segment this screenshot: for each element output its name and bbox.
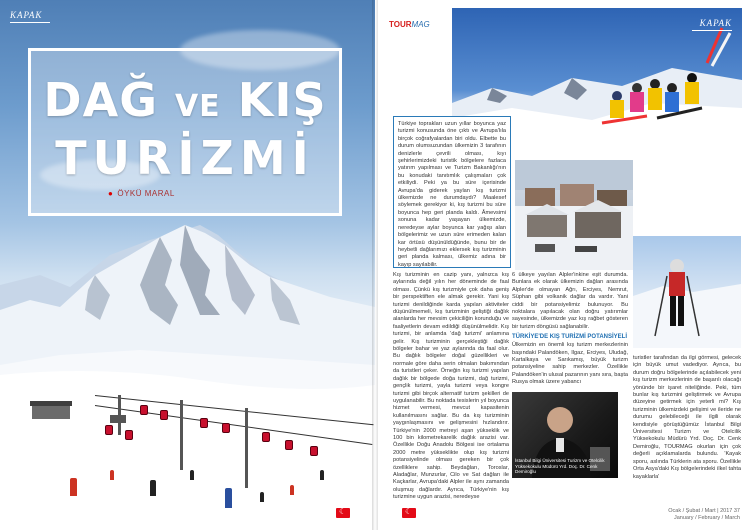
title-word-kis: KIŞ [237,73,327,127]
skier-portrait-illustration [633,236,741,348]
turkish-flag-icon [336,508,350,518]
photo-ski-resort [515,160,633,270]
photo-speaker [512,392,618,478]
turkish-flag-icon [402,508,416,518]
gondola [140,405,148,415]
intro-paragraph: Türkiye toprakları uzun yıllar boyunca yaz turizmi konusunda öne çıktı ve Avrupa'lıla birçok coğrafyalardan biri oldu. Elbette bu durum olumsuzundan ülkemizin 3 tarafının denizlerle çevrili olması, kıyı şehirlerimizdeki turistik bölgelere fazlaca yatırım yapılması ve Turizm Bakanlığı'nın bu konudaki tanıtımlık çalışmaları çok etkiliydi. Peki ya bu süre içerisinde Avrupa'da giderek yaylan kış turizmi ülkemizde ne durumdaydı? Maalesef söylemek gerekiyor ki, kış turizmi bu süre boyunca hep geri planda kaldı. Âmevsimi sonuna kadar yaşayan ülkemizde, neredeyse aylar boyunca kar yağışı alan bölgelerimiz ve uzun süre erimeden kalan kar örtüsü düşünüldüğünde, bunu bir de heybetli dağlarımızı eklersek kış turizminin geri planda kalması, ülkemiz adına bir kayıp sayılabilir. [398,121,506,268]
column-1 [393,272,509,502]
column-2-heading: TÜRKİYE'DE KIŞ TURİZMİ POTANSİYELİ [512,334,627,341]
title-word-dag: DAĞ [43,73,158,127]
column-2 [512,272,628,387]
skier [110,470,114,480]
skier [320,470,324,480]
skier [150,480,156,496]
intro-box [393,116,511,268]
gondola [200,418,208,428]
skier [260,492,264,502]
skier [190,470,194,480]
speaker-caption: İstanbul Bilgi Üniversitesi Turizm ve Otelcilik Yüksekokulu Müdürü Yrd. Doç. Dr. Cenk Demiroğlu [515,458,605,475]
column-1-paragraph: Kış turizminin en cazip yanı, yalnızca kış aylarında değil yılın her döneminde de faal olması. Çünkü kış turizmiyle çok daha geniş bir perspektiften ele almak gerekir. Yani kış turizmi denildiğinde karda yapılan aktiviteler düşünülmemeli, kış turizminin geliştiği dağlık alanlarda her mevsim çekiciliğin korunduğu ve faaliyetlerin devam edildiği düşünülmelidir. Kış turizmi, bir anlamda 'dağ turizmi' anlamına gelir. Kış turizminin gerçekleştiği dağlık bölgeler bahar ve yaz aylarında da faal olur. Bu dağlık bölgeler doğal güzellikleri ve normale göre daha serin olmaları bakımından da turistleri çeker. Örneğin kış turizmi yapılan dağlık bir bölgede doğa turizmi, dağ turizmi, gençlik turizmi, yayla turizmi veya kongre turizmi gibi birçok alternatif turizm şekilleri de uygulanabilir. Bu noktada tesislerin yıl boyunca hizmet vermesi, mevcut kapasitenin kullanılmasını sağlar. Bu da kış turizminin yaygınlaşmasını ve gelişmesini hızlandırır. Türkiye'nin 2000 metreyi aşan yükseklik ve 100 bin kilometrekarelik dağlık arazisi var. Özellikle Doğu Anadolu Bölgesi ise ortalama 2000 metre yükseklikte olup kış turizmi potansiyelinde olması gereken bir çok özelliklere sahip. Beydağları, Toroslar, Aladağlar, Munzurlar, Cilo ve Sat dağları ile Kaçkarlar, Avrupa'daki Alpler ile aynı zamanda oluşmuş dağlardır. Ayrıca, Türkiye'nin kış turizmine uygun arazisi, neredeyse [393,272,509,501]
page-footer-right [668,508,740,522]
gondola [262,432,270,442]
pylon [245,408,248,488]
tourmag-logo [389,20,430,29]
column-3 [633,355,741,481]
pylon [118,395,121,435]
logo-main: TOUR [389,20,412,29]
footer-issue-sub: January / February / March [8,516,69,522]
author-name: ÖYKÜ MARAL [117,189,175,198]
logo-sub: MAG [411,20,430,29]
title-line-2: TURİZMİ [55,131,315,185]
photo-skier-portrait [633,236,741,348]
gondola [105,425,113,435]
ski-resort-illustration [515,160,633,270]
column-2-paragraph: 6 ülkeye yayılan Alpler'inkine eşit durumda. Bunlara ek olarak ülkemizin dağları arasında Alpler'de olmayan Ağrı, Erciyes, Nemrut, Süphan gibi volkanik dağlar da vardır. Yani ciddi bir potansiyelimiz bulunuyor. Bu noktalara yapılacak olan doğru yatırımlar sayesinde, ülkemizde yaz kış rağbet gösteren bir turizm döngüsü sağlanabilir. [512,272,628,330]
gondola [222,423,230,433]
gondola [125,430,133,440]
section-label: KAPAK [699,18,732,28]
skier [70,478,77,496]
pylon [180,400,183,470]
page-footer-left [8,510,86,522]
author-byline [108,189,175,198]
footer-issue: 36 Ocak / Şubat / Mart | 2017 [8,510,87,516]
gondola [285,440,293,450]
section-label: KAPAK [10,10,43,20]
gondola [160,410,168,420]
title-line-1 [31,73,339,127]
skier [225,488,232,508]
page-gutter [372,0,378,530]
title-box [28,48,342,216]
column-2b-paragraph: Ülkemizin en önemli kış turizm merkezlerinin başındaki Palandöken, Ilgaz, Erciyes, Uludağ, Kartalkaya ve Sarıkamış, büyük turizm potansiyeline sahip merkezler. Özellikle Palandöken'in ulusal pazarının yanı sıra, başta Rusya olmak üzere yabancı [512,342,628,386]
skier [290,485,294,495]
footer-issue-sub: January / February / March [673,515,740,521]
mountain-illustration [0,215,375,530]
gondola [310,446,318,456]
footer-issue: Ocak / Şubat / Mart | 2017 37 [668,508,740,514]
title-word-ve: VE [174,89,221,124]
column-3-paragraph: turistler tarafından da ilgi görmesi, gelecek için büyük umut vadediyor. Ayrıca, bu durum doğru bölgelerinde açılabilecek yeni kış turizm merkezlerinin de başarılı olacağı yönünde bir işaret niteliğinde. Peki, tüm bunlar kış turizmini geliştirmek ve Avrupa düzeyine getirmek için yeterli mi? Kış turizminin ülkemizdeki gelişimi ve ileride ne durumu gelebileceği ile ilgili olarak kendisiyle görüştüğümüz İstanbul Bilgi Üniversitesi Turizm ve Otelcilik Yüksekokulu Müdürü Yrd. Doç. Dr. Cenk Demiroğlu, TOURMAG okurları için çok değerli açıklamalarda bulundu. 'Kayak sporu, aslında Türklerin ata sporu. Özellikle Orta Asya'daki Kış bölgelerindeki ilkel tahta kayaklarla' [633,355,741,480]
author-dot-icon: ● [108,189,114,198]
right-page [375,0,750,530]
